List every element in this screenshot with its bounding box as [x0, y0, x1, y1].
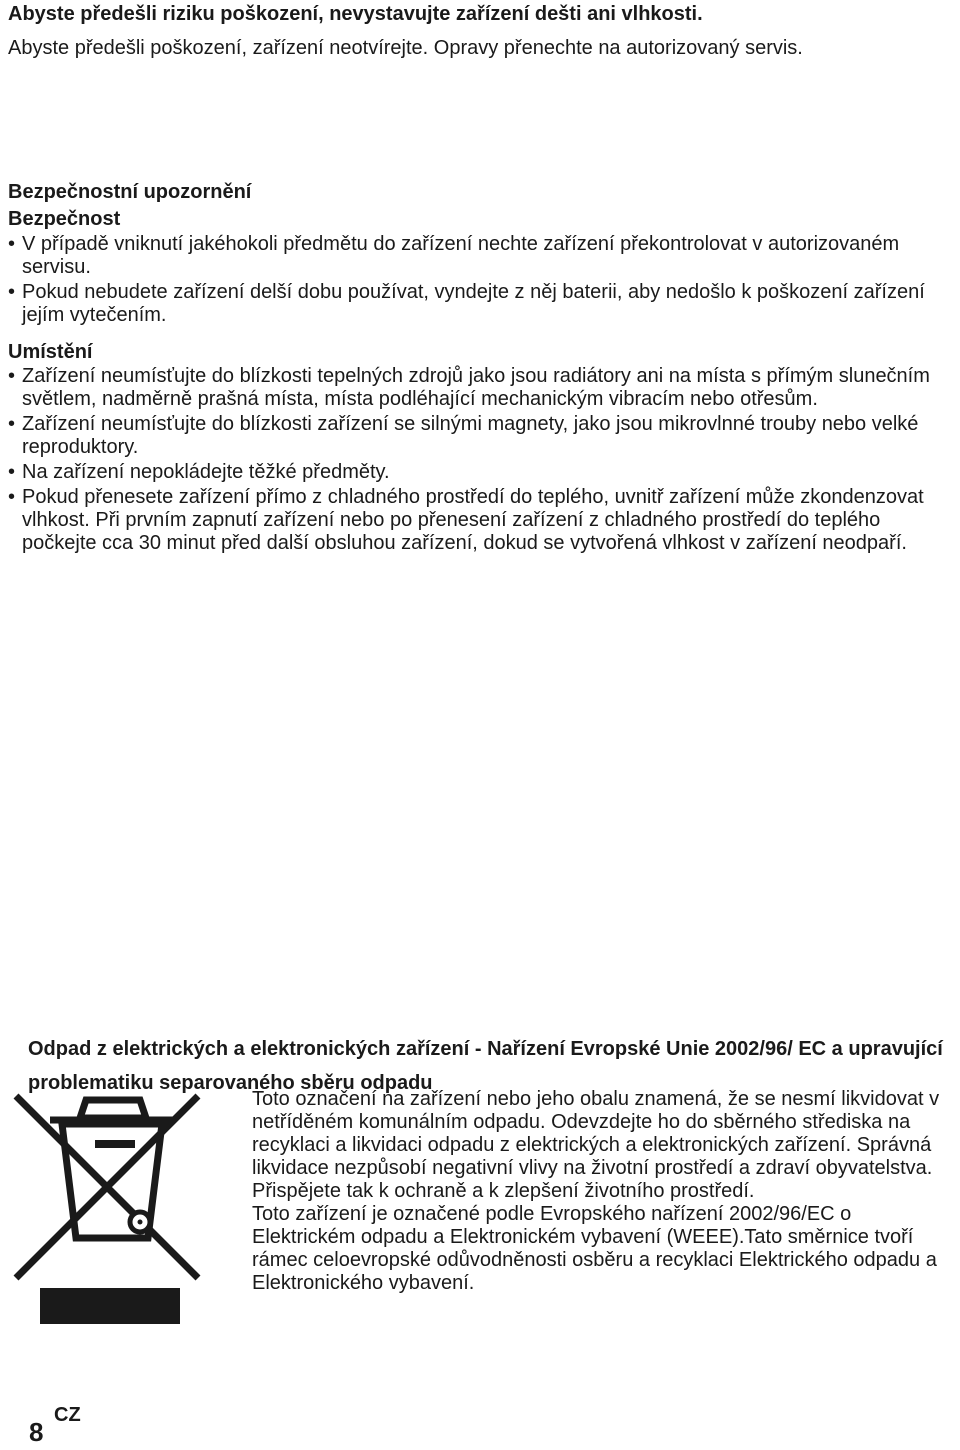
- weee-paragraph-1: Toto označení na zařízení nebo jeho obalu znamená, že se nesmí likvidovat v netříděném komunálním odpadu. Odevzdejte ho do sběrného střediska na recyklaci a likvidaci odpadu z elektrických a elektronických zařízení. Správná likvidace nezpůsobí negativní vlivy na životní prostředí a zdraví obyvatelstva. Přispějete tak k ochraně a k zlepšení životního prostředí.: [252, 1088, 940, 1202]
- list-item: • Na zařízení nepokládejte těžké předměty.: [8, 461, 953, 484]
- list-item: • Zařízení neumísťujte do blízkosti zařízení se silnými magnety, jako jsou mikrovlnné trouby nebo velké reproduktory.: [8, 413, 953, 459]
- weee-body: [252, 1088, 957, 1295]
- crossed-out-wheelie-bin-icon: [12, 1088, 244, 1338]
- safety-list: [8, 233, 953, 329]
- placement-heading: Umístění: [8, 341, 93, 363]
- list-item: • Pokud nebudete zařízení delší dobu používat, vyndejte z něj baterii, aby nedošlo k poškození zařízení jejím vytečením.: [8, 281, 953, 327]
- placement-list: [8, 365, 953, 557]
- weee-paragraph-2: Toto zařízení je označené podle Evropského nařízení 2002/96/EC o Elektrickém odpadu a Elektronickém vybavení (WEEE).Tato směrnice tvoří rámec celoevropské odůvodněnosti osběru a recyklaci Elektrického odpadu a Elektronického vybavení.: [252, 1203, 937, 1294]
- page-number: 8: [29, 1417, 44, 1447]
- language-code: CZ: [54, 1404, 81, 1426]
- warning-heading: Abyste předešli riziku poškození, nevystavujte zařízení dešti ani vlhkosti.: [8, 3, 703, 25]
- warning-text: Abyste předešli poškození, zařízení neotvírejte. Opravy přenechte na autorizovaný servis.: [8, 37, 803, 59]
- weee-title: Odpad z elektrických a elektronických zařízení - Nařízení Evropské Unie 2002/96/ EC a upravující problematiku separovaného sběru odpadu: [28, 1038, 943, 1094]
- safety-subheading: Bezpečnost: [8, 208, 121, 230]
- safety-heading: Bezpečnostní upozornění: [8, 181, 252, 203]
- list-item: • Pokud přenesete zařízení přímo z chladného prostředí do teplého, uvnitř zařízení může zkondenzovat vlhkost. Při prvním zapnutí zařízení nebo po přenesení zařízení z chladného prostředí do teplého počkejte cca 30 minut před další obsluhou zařízení, dokud se vytvořená vlhkost v zařízení neodpaří.: [8, 486, 953, 555]
- list-item: • Zařízení neumísťujte do blízkosti tepelných zdrojů jako jsou radiátory ani na místa s přímým slunečním světlem, nadměrně prašná místa, místa podléhající mechanickým vibracím nebo otřesům.: [8, 365, 953, 411]
- list-item: • V případě vniknutí jakéhokoli předmětu do zařízení nechte zařízení překontrolovat v autorizovaném servisu.: [8, 233, 953, 279]
